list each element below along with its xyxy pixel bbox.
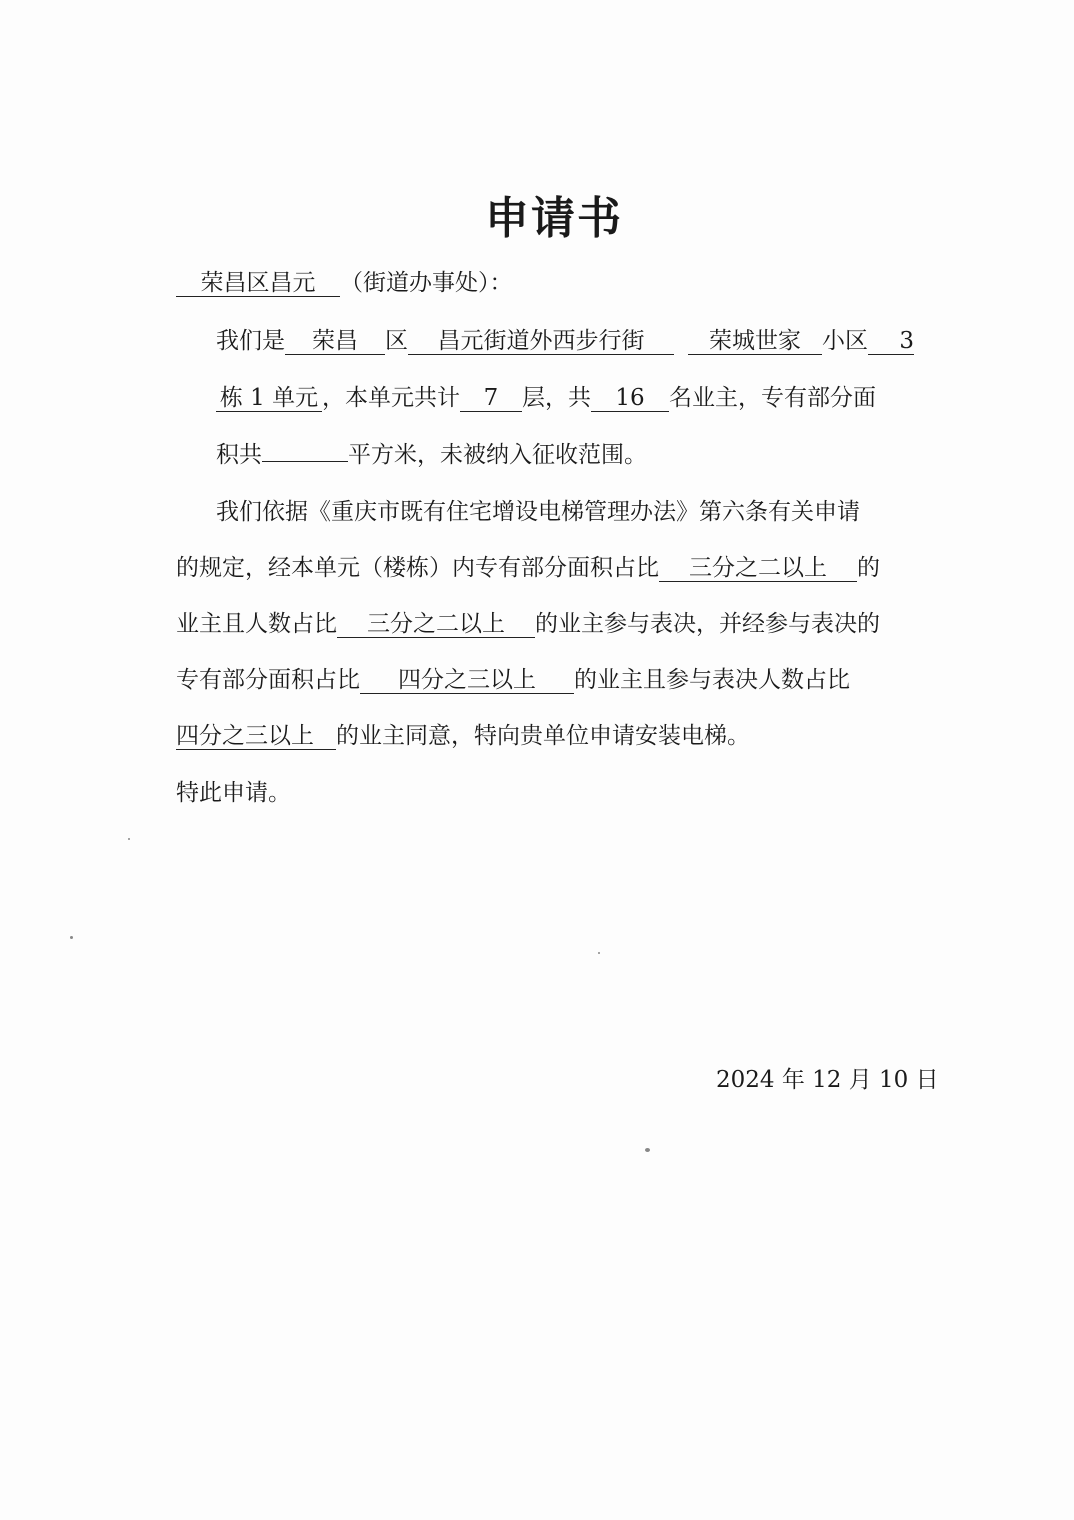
street-field: 昌元街道外西步行街 [408,328,674,355]
para2-line1: 我们依据《重庆市既有住宅增设电梯管理办法》第六条有关申请 [216,499,860,525]
date-line: 2024 年 12 月 10 日 [716,1067,939,1093]
closing-line: 特此申请。 [176,780,291,806]
para2-line4: 专有部分面积占比 四分之三以上 的业主且参与表决人数占比 [176,667,850,693]
vote-area-ratio-field: 四分之三以上 [360,667,574,694]
salutation-suffix: （街道办事处）： [340,270,513,296]
recipient-field: 荣昌区昌元 [176,270,340,297]
building-number-field: 3 [868,328,914,355]
scan-speck [70,936,73,939]
document-title: 申请书 [485,193,623,244]
count-ratio-field: 三分之二以上 [337,611,535,638]
para2-line3: 业主且人数占比 三分之二以上 的业主参与表决，并经参与表决的 [176,611,880,637]
para1-line3: 积共 平方米，未被纳入征收范围。 [216,442,647,468]
para2-line2: 的规定，经本单元（楼栋）内专有部分面积占比 三分之二以上 的 [176,555,880,581]
owners-field: 16 [591,385,669,412]
area-ratio-field: 三分之二以上 [659,555,857,582]
para2-line5: 四分之三以上 的业主同意，特向贵单位申请安装电梯。 [176,723,750,749]
salutation-line [176,268,513,298]
scan-speck [598,952,600,954]
area-field [262,461,348,462]
para1-line1: 我们是 荣昌 区 昌元街道外西步行街 荣城世家 小区 3 [216,328,914,354]
community-field: 荣城世家 [688,328,822,355]
district-field: 荣昌 [285,328,385,355]
para1-line2: 栋 1 单元 ，本单元共计 7 层，共 16 名业主，专有部分面 [216,383,876,413]
vote-count-ratio-field: 四分之三以上 [176,723,336,750]
scan-speck [645,1148,650,1152]
floors-field: 7 [460,385,522,412]
scan-speck [128,838,130,840]
building-unit-field: 栋 1 单元 [216,385,322,412]
